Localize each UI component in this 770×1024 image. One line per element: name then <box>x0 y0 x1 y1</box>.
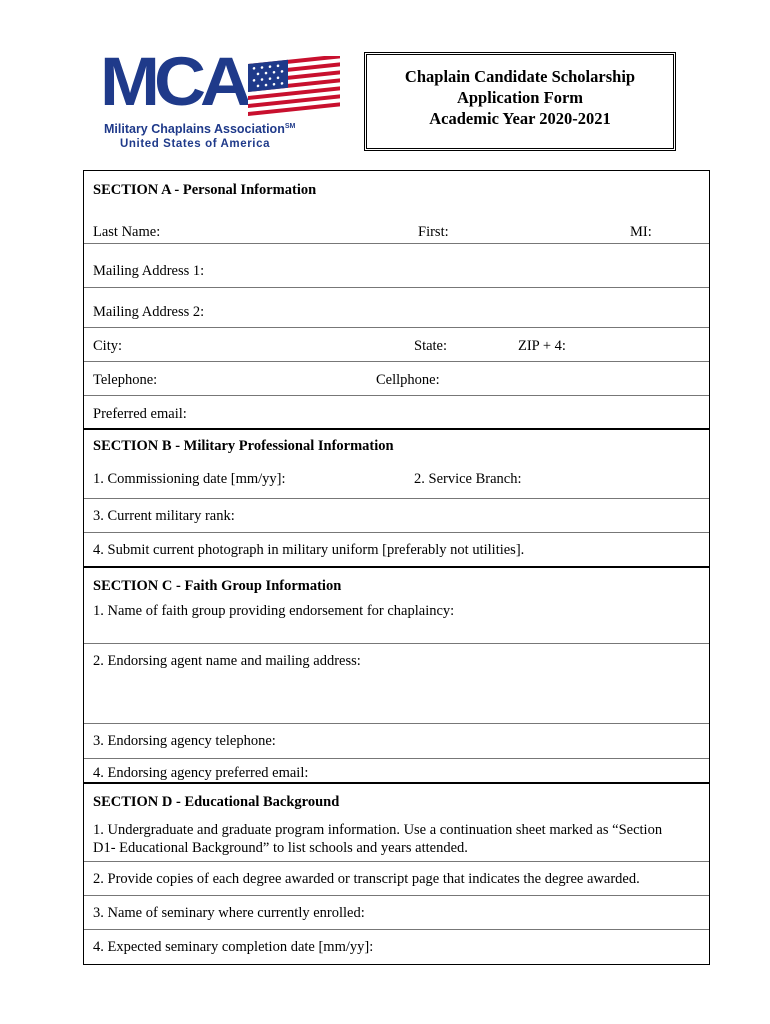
service-branch-label[interactable]: 2. Service Branch: <box>414 471 522 487</box>
seminary-label: 3. Name of seminary where currently enrolled: <box>93 905 365 921</box>
state-label[interactable]: State: <box>414 338 448 354</box>
address1-row[interactable] <box>84 243 709 288</box>
completion-row[interactable] <box>84 929 709 965</box>
faith-group-label: 1. Name of faith group providing endorsement for chaplaincy: <box>93 603 455 619</box>
commissioning-date-label[interactable]: 1. Commissioning date [mm/yy]: <box>93 471 286 487</box>
agent-label: 2. Endorsing agent name and mailing address: <box>93 653 361 669</box>
form-subtitle: Application Form <box>456 88 584 107</box>
cellphone-label[interactable]: Cellphone: <box>376 372 440 388</box>
agency-email-row[interactable] <box>84 758 709 783</box>
section-c-faith-row[interactable] <box>84 566 709 645</box>
address2-label: Mailing Address 2: <box>93 304 205 320</box>
programs-instruction: 1. Undergraduate and graduate program information. Use a continuation sheet marked as “Section D1- Educational Background” to list schools and years attended. <box>93 822 663 856</box>
zip-label[interactable]: ZIP + 4: <box>518 338 566 354</box>
city-label[interactable]: City: <box>93 338 123 354</box>
copies-row <box>84 861 709 896</box>
section-d-heading: SECTION D - Educational Background <box>93 794 340 810</box>
photo-row <box>84 532 709 567</box>
photo-instruction: 4. Submit current photograph in military uniform [preferably not utilities]. <box>93 542 525 558</box>
completion-date-label: 4. Expected seminary completion date [mm/yy]: <box>93 939 374 955</box>
agency-email-label: 4. Endorsing agency preferred email: <box>93 765 309 781</box>
telephone-label[interactable]: Telephone: <box>93 372 158 388</box>
middle-initial-label[interactable]: MI: <box>630 224 652 240</box>
form-title-box <box>364 52 676 151</box>
form-title: Chaplain Candidate Scholarship <box>404 67 636 86</box>
agent-row[interactable] <box>84 643 709 724</box>
section-d-programs-row <box>84 782 709 863</box>
agency-phone-label: 3. Endorsing agency telephone: <box>93 733 276 749</box>
rank-row[interactable] <box>84 498 709 533</box>
copies-instruction: 2. Provide copies of each degree awarded or transcript page that indicates the degree awarded. <box>93 871 640 887</box>
american-flag-icon <box>248 56 340 120</box>
section-b-heading: SECTION B - Military Professional Information <box>93 438 394 454</box>
section-b-date-row <box>84 428 709 500</box>
mca-logo <box>100 44 345 152</box>
city-state-zip-row <box>84 327 709 362</box>
phone-row <box>84 361 709 396</box>
logo-association-name: Military Chaplains Association℠ <box>104 122 296 136</box>
section-c-heading: SECTION C - Faith Group Information <box>93 578 342 594</box>
email-row[interactable] <box>84 395 709 429</box>
section-a-name-row <box>84 171 709 243</box>
address2-row[interactable] <box>84 287 709 328</box>
logo-letters: MCA <box>100 44 246 121</box>
email-label: Preferred email: <box>93 406 187 422</box>
application-form <box>83 170 710 965</box>
academic-year: Academic Year 2020-2021 <box>429 109 611 128</box>
address1-label: Mailing Address 1: <box>93 263 205 279</box>
first-name-label[interactable]: First: <box>418 224 449 240</box>
seminary-row[interactable] <box>84 895 709 930</box>
agency-phone-row[interactable] <box>84 723 709 759</box>
rank-label: 3. Current military rank: <box>93 508 235 524</box>
last-name-label[interactable]: Last Name: <box>93 224 161 240</box>
section-a-heading: SECTION A - Personal Information <box>93 182 317 198</box>
logo-country: United States of America <box>120 138 271 150</box>
